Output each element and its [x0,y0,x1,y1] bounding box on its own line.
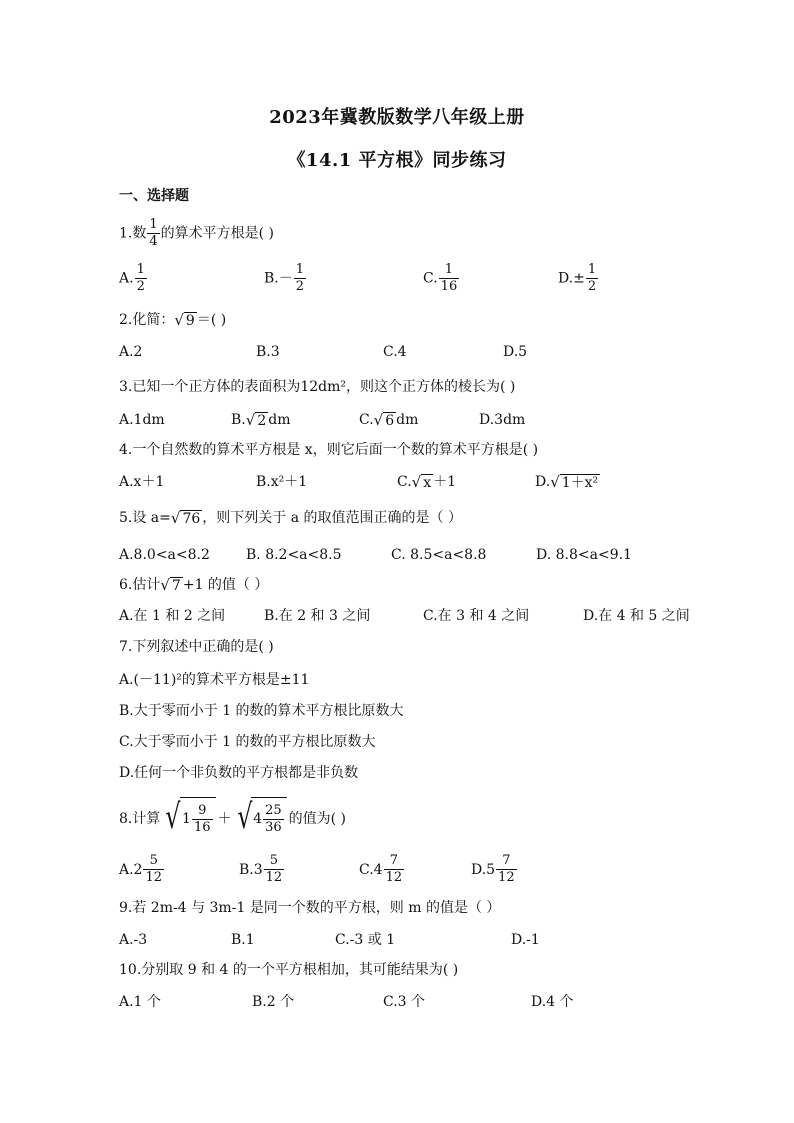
q1-b-den: 2 [295,279,305,294]
q8-radical-2 [234,797,287,840]
question-1 [119,217,274,250]
q3-option-b [231,410,290,430]
q4-c-suffix: ＋1 [433,474,457,490]
q5-radical [171,510,202,527]
q8-r1-whole: 1 [182,811,191,827]
q1-b-label: B.－ [264,270,293,287]
sqrt-symbol: √ [550,472,560,491]
q3-b-radical [246,412,268,429]
q2-option-c: C.4 [383,344,407,360]
q8-plus: ＋ [217,810,232,827]
q8-r2-num: 25 [265,802,282,818]
question-6 [119,575,268,595]
q5-prefix: 5.设 a= [119,510,171,526]
q3-b-unit: dm [268,412,291,428]
q1-prefix: 1.数 [119,225,147,242]
q1-c-den: 16 [440,279,458,294]
q2-option-b: B.3 [256,344,280,360]
question-3: 3.已知一个正方体的表面积为12dm²，则这个正方体的棱长为( ) [119,379,516,395]
q1-option-a [119,262,148,295]
q1-suffix: 的算术平方根是( ) [160,225,275,242]
q8-a-num: 5 [143,853,164,870]
q4-option-c [397,472,456,492]
sqrt-symbol: √ [411,472,422,491]
q1-option-b [264,262,307,295]
q8-r2-whole: 4 [253,811,263,827]
document-subtitle: 《14.1 平方根》同步练习 [287,150,507,171]
question-7: 7.下列叙述中正确的是( ) [119,639,274,655]
q6-radical [160,577,182,594]
q8-option-a [119,853,165,886]
sqrt-symbol: √ [160,575,170,594]
document-title: 2023年冀教版数学八年级上册 [269,107,525,128]
q8-a-den: 12 [145,870,163,885]
question-9: 9.若 2m-4 与 3m-1 是同一个数的平方根，则 m 的值是（ ） [119,900,501,916]
q3-b-radicand: 2 [257,412,267,429]
question-10: 10.分别取 9 和 4 的一个平方根相加，其可能结果为( ) [119,962,459,978]
q8-d-den: 12 [498,870,515,885]
q5-radicand: 76 [182,510,201,527]
q8-option-c [359,853,405,886]
sqrt-symbol: √ [170,508,181,527]
q1-d-label: D.± [558,270,585,287]
q1-b-num: 1 [295,262,305,277]
q1-a-den: 2 [136,279,145,294]
sqrt-symbol: √ [373,410,384,429]
q3-c-radicand: 6 [385,412,395,429]
sqrt-symbol: √ [174,310,184,329]
q7-option-d: D.任何一个非负数的平方根都是非负数 [119,765,359,781]
q1-fraction-num: 1 [149,217,158,232]
q3-c-label: C. [359,412,374,428]
q4-d-label: D. [535,474,551,490]
q8-d-num: 7 [496,853,517,870]
q8-radical-1 [162,797,215,840]
q1-fraction-den: 4 [149,234,158,249]
q4-c-radical [412,474,433,491]
q5-option-a: A.8.0<a<8.2 [119,547,210,563]
q9-option-a: A.-3 [119,932,148,948]
q7-option-c: C.大于零而小于 1 的数的平方根比原数大 [119,734,376,750]
q2-option-d: D.5 [503,344,528,360]
q1-b-fraction [294,262,306,295]
q10-option-c: C.3 个 [383,994,426,1010]
q6-prefix: 6.估计 [119,577,161,593]
q8-b-den: 12 [265,870,283,885]
q5-suffix: ，则下列关于 a 的取值范围正确的是（ ） [202,510,462,526]
q1-c-label: C. [423,270,438,287]
q7-option-a: A.(－11)²的算术平方根是±11 [119,672,310,688]
q1-d-fraction [586,262,598,295]
sqrt-symbol: √ [236,797,252,837]
q1-c-fraction [439,262,460,295]
question-8 [119,797,346,840]
q3-c-radical [374,412,396,429]
q4-d-radicand: 1＋x² [561,474,599,491]
q4-option-a: A.x＋1 [119,474,165,490]
q4-c-label: C. [397,474,412,490]
q8-b-num: 5 [264,853,285,870]
q1-c-num: 1 [439,262,460,279]
q1-d-den: 2 [587,279,597,294]
q1-a-num: 1 [136,262,145,277]
q8-option-d [471,853,518,886]
section-heading: 一、选择题 [119,188,189,204]
q4-option-b: B.x²＋1 [256,474,308,490]
q10-option-d: D.4 个 [531,994,574,1010]
q3-c-unit: dm [396,412,419,428]
q6-option-a: A.在 1 和 2 之间 [119,608,226,624]
q9-option-c: C.-3 或 1 [335,932,396,948]
q3-option-d: D.3dm [479,412,526,428]
q9-option-d: D.-1 [511,932,540,948]
question-5 [119,508,462,528]
q5-option-b: B. 8.2<a<8.5 [246,547,342,563]
q2-prefix: 2.化简： [119,312,175,328]
q8-b-whole: B.3 [239,861,263,878]
q4-option-d [535,472,600,492]
sqrt-symbol: √ [245,410,256,429]
sqrt-symbol: √ [165,797,181,837]
q1-d-num: 1 [587,262,597,277]
q6-option-c: C.在 3 和 4 之间 [423,608,530,624]
q1-a-label: A. [119,270,134,287]
q5-option-d: D. 8.8<a<9.1 [536,547,632,563]
q6-suffix: +1 的值（ ） [182,577,269,593]
q8-d-whole: D.5 [471,861,496,878]
q2-option-a: A.2 [119,344,143,360]
q10-option-b: B.2 个 [252,994,295,1010]
q7-option-b: B.大于零而小于 1 的数的算术平方根比原数大 [119,703,404,719]
q8-r1-den: 16 [193,819,211,835]
q8-c-num: 7 [384,853,405,870]
q9-option-b: B.1 [231,932,255,948]
q4-d-radical [550,474,600,491]
q3-option-a: A.1dm [119,412,165,428]
q8-prefix: 8.计算 [119,810,161,827]
q8-r1-num: 9 [192,803,213,820]
q3-option-c [359,410,418,430]
q6-radicand: 7 [171,577,181,594]
q6-option-d: D.在 4 和 5 之间 [583,608,690,624]
q8-option-b [239,853,285,886]
q2-suffix: ＝( ) [196,312,227,328]
q5-option-c: C. 8.5<a<8.8 [391,547,487,563]
question-2 [119,310,226,330]
q8-c-den: 12 [385,870,403,885]
q8-c-whole: C.4 [359,861,383,878]
q1-a-fraction [135,262,147,295]
q2-radical [174,312,196,329]
q8-a-whole: A.2 [119,861,143,878]
q4-c-radicand: x [423,474,432,491]
q3-b-label: B. [231,412,246,428]
q8-suffix: 的值为( ) [288,810,347,827]
q1-fraction [147,217,159,250]
q2-radicand: 9 [185,312,195,329]
q6-option-b: B.在 2 和 3 之间 [264,608,371,624]
q10-option-a: A.1 个 [119,994,161,1010]
question-4: 4.一个自然数的算术平方根是 x，则它后面一个数的算术平方根是( ) [119,442,539,458]
q1-option-c [423,262,460,295]
q8-r2-den: 36 [265,819,282,835]
q1-option-d [558,262,599,295]
